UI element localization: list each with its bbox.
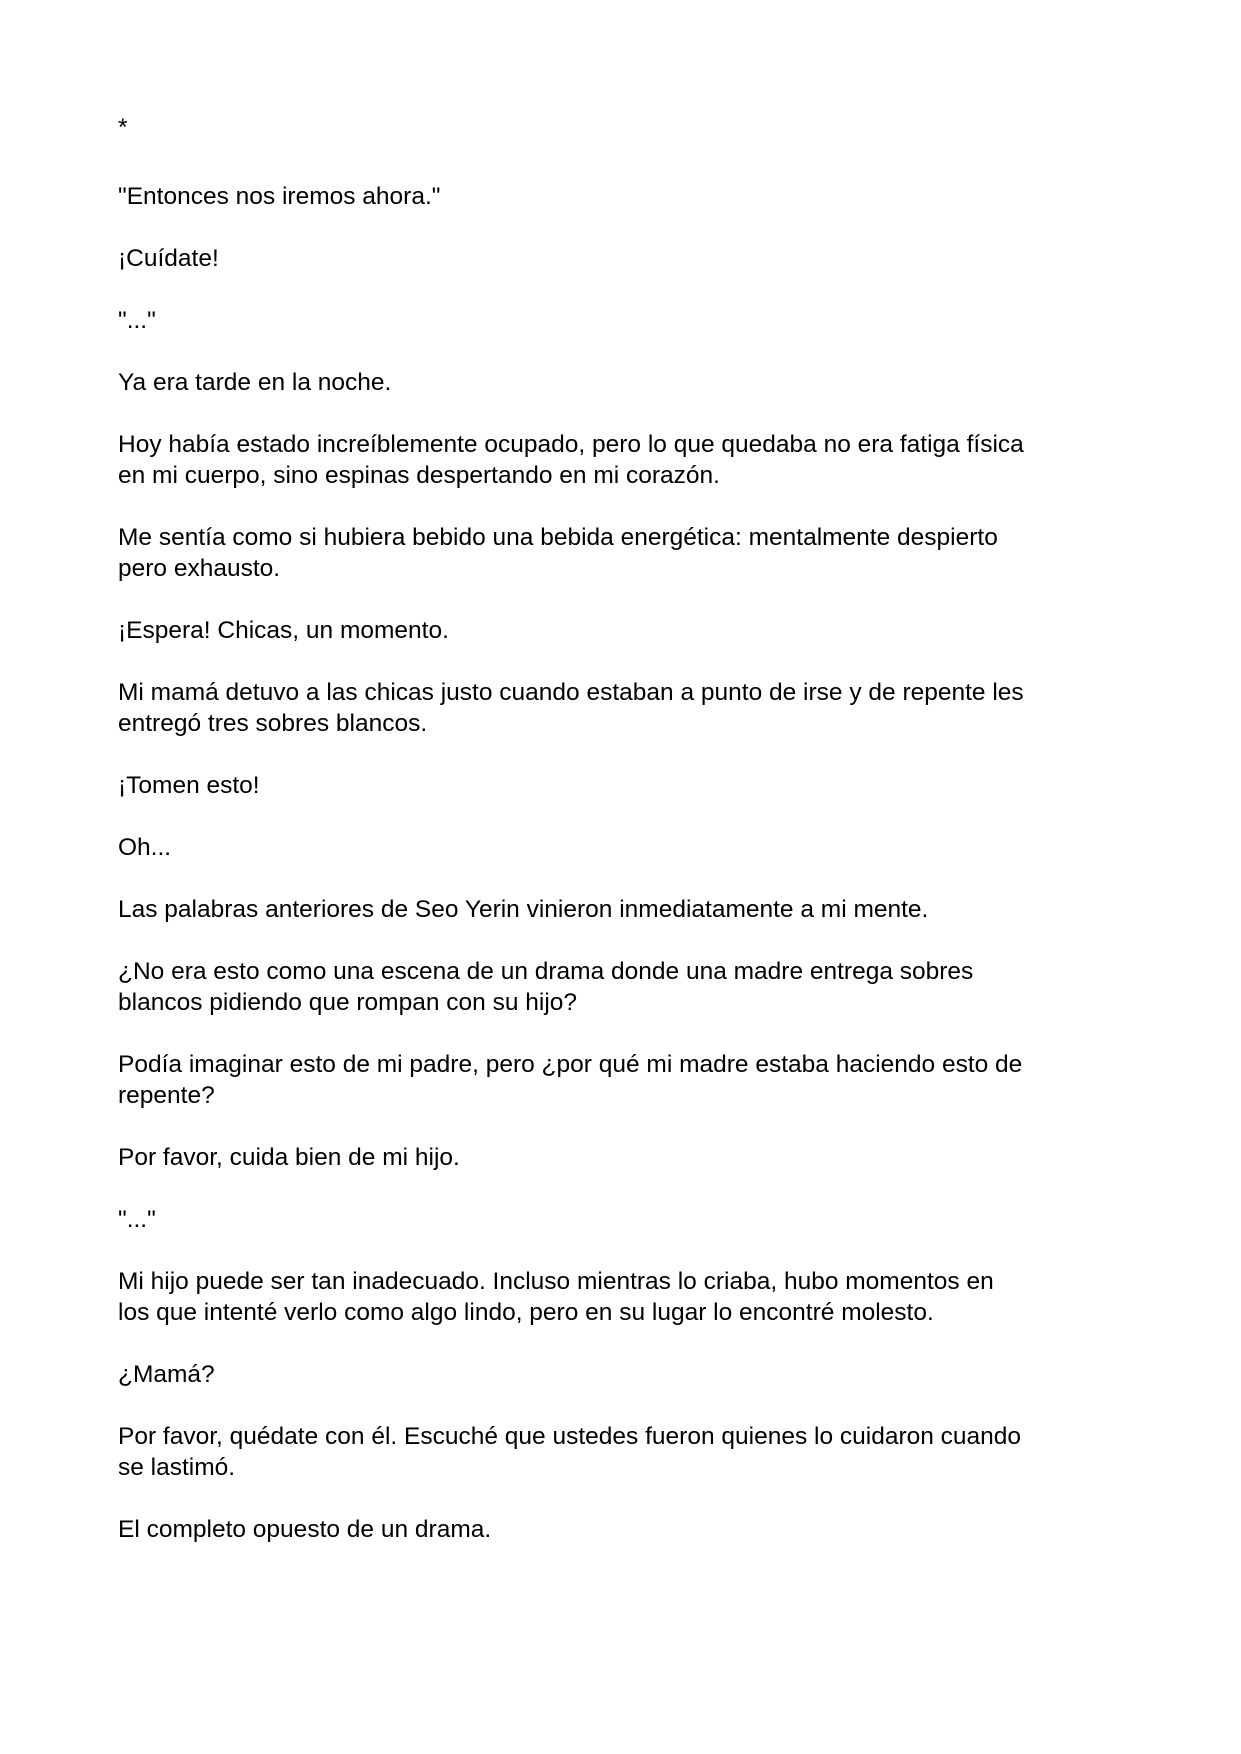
text-line: ¡Tomen esto!: [118, 772, 260, 799]
text-line: "Entonces nos iremos ahora.": [118, 183, 441, 210]
paragraph: [118, 367, 1128, 398]
paragraph: [118, 1514, 1128, 1545]
paragraph: [118, 1142, 1128, 1173]
text-line: ¡Cuídate!: [118, 245, 219, 272]
paragraph: [118, 305, 1128, 336]
paragraph: [118, 181, 1128, 212]
text-line: Me sentía como si hubiera bebido una bebida energética: mentalmente despierto: [118, 524, 998, 551]
text-line: Mi hijo puede ser tan inadecuado. Incluso mientras lo criaba, hubo momentos en: [118, 1268, 994, 1295]
text-line: Ya era tarde en la noche.: [118, 369, 392, 396]
text-line: *: [118, 114, 128, 141]
paragraph: [118, 1421, 1128, 1483]
text-line: Las palabras anteriores de Seo Yerin vinieron inmediatamente a mi mente.: [118, 896, 929, 923]
text-line: pero exhausto.: [118, 555, 281, 582]
text-line: blancos pidiendo que rompan con su hijo?: [118, 989, 578, 1016]
text-line: se lastimó.: [118, 1454, 236, 1481]
paragraph: [118, 522, 1128, 584]
text-line: ¡Espera! Chicas, un momento.: [118, 617, 449, 644]
paragraph: [118, 956, 1128, 1018]
text-line: Mi mamá detuvo a las chicas justo cuando estaban a punto de irse y de repente les: [118, 679, 1024, 706]
text-line: Oh...: [118, 834, 172, 861]
paragraph: [118, 1049, 1128, 1111]
text-line: ¿Mamá?: [118, 1361, 215, 1388]
text-line: Por favor, quédate con él. Escuché que ustedes fueron quienes lo cuidaron cuando: [118, 1423, 1022, 1450]
text-line: El completo opuesto de un drama.: [118, 1516, 492, 1543]
text-line: ¿No era esto como una escena de un drama donde una madre entrega sobres: [118, 958, 974, 985]
text-line: "...": [118, 1206, 156, 1233]
text-line: en mi cuerpo, sino espinas despertando en mi corazón.: [118, 462, 720, 489]
paragraph: [118, 429, 1128, 491]
paragraph-asterisk: [118, 112, 1128, 143]
paragraph: [118, 1359, 1128, 1390]
text-line: "...": [118, 307, 156, 334]
paragraph: [118, 615, 1128, 646]
text-line: Hoy había estado increíblemente ocupado, pero lo que quedaba no era fatiga física: [118, 431, 1024, 458]
text-line: los que intenté verlo como algo lindo, pero en su lugar lo encontré molesto.: [118, 1299, 934, 1326]
text-line: Podía imaginar esto de mi padre, pero ¿por qué mi madre estaba haciendo esto de: [118, 1051, 1023, 1078]
paragraph: [118, 1266, 1128, 1328]
paragraph: [118, 770, 1128, 801]
paragraph: [118, 894, 1128, 925]
paragraph: [118, 243, 1128, 274]
text-line: repente?: [118, 1082, 215, 1109]
paragraph: [118, 1204, 1128, 1235]
text-line: Por favor, cuida bien de mi hijo.: [118, 1144, 460, 1171]
text-line: entregó tres sobres blancos.: [118, 710, 428, 737]
paragraph: [118, 677, 1128, 739]
paragraph: [118, 832, 1128, 863]
